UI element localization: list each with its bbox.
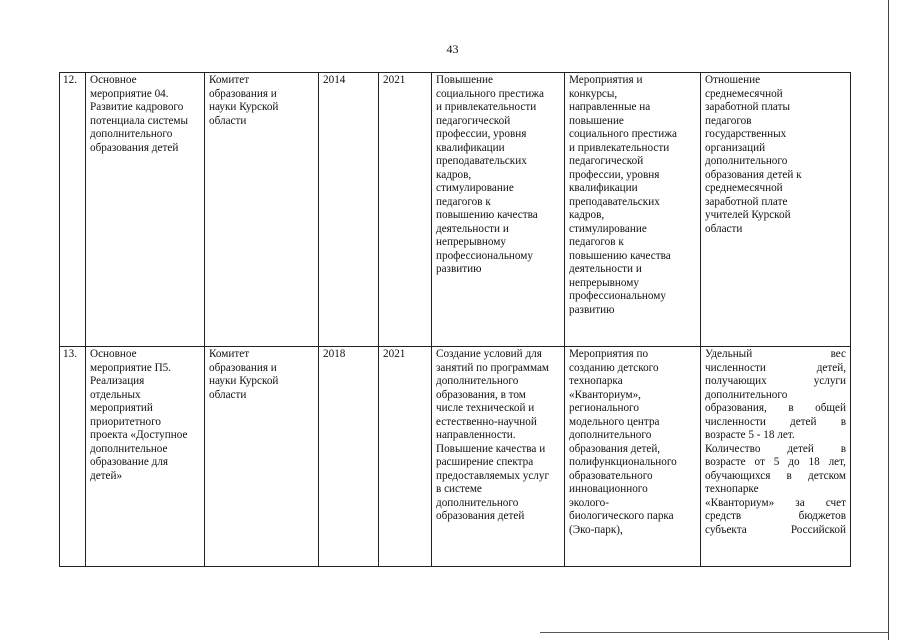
cell-line: кадров, [436,168,472,181]
cell-line: учителей Курской [705,209,791,221]
cell-line: дополнительного [569,429,652,441]
cell-word: средств [705,510,742,522]
indicator-cell [701,73,851,347]
cell-line: Мероприятия по [569,348,649,360]
cell-line: преподавательских [436,155,527,167]
cell-line: дополнительного [705,155,788,167]
cell-line: образования, в том [436,388,526,401]
cell-word: детей [787,442,814,455]
cell-line [705,483,846,497]
cell-line: «Кванториум», [569,388,641,401]
end-year-cell: 2021 [379,73,432,347]
cell-line: направленные на [569,101,651,113]
cell-line [705,429,846,443]
cell-word: детском [808,469,846,482]
cell-word: от [754,456,765,468]
cell-line [705,470,846,484]
cell-line: регионального [569,402,639,414]
cell-line: числе технической и [436,402,535,414]
cell-line: науки Курской [209,101,279,113]
cell-line: мероприятие 04. [90,87,169,100]
cell-line: проекта «Доступное [90,429,188,441]
cell-line: развитию [569,303,615,316]
cell-line [705,389,846,403]
cell-line: отдельных [90,388,141,401]
cell-line: образование для [90,456,169,468]
cell-line: Повышение качества и [436,442,546,455]
result-cell [432,73,565,347]
cell-word: в [840,415,846,428]
cell-line: направленности. [436,429,516,441]
cell-line: детей» [90,469,123,482]
cell-word: бюджетов [798,510,846,522]
cell-line: социального престижа [436,87,544,100]
cell-word: Количество [705,442,761,455]
cell-word: детей [790,415,817,428]
cell-line: Основное [90,74,137,86]
cell-line: педагогической [569,155,644,167]
cell-line [705,510,846,524]
cell-line: расширение спектра [436,456,534,468]
cell-word: Удельный [705,348,753,360]
cell-line: области [705,222,743,235]
cell-word: 5 [773,456,780,468]
cell-line: Основное [90,348,137,360]
executor-cell [205,73,319,347]
cell-line: профессиональному [436,249,533,262]
cell-line: технопарка [569,375,623,387]
cell-word: счет [825,496,846,509]
cell-line: потенциала системы [90,114,189,127]
cell-line: образования детей [90,141,179,154]
cell-line: Отношение [705,74,761,86]
cell-line: педагогической [436,114,511,127]
cell-line: Развитие кадрового [90,101,184,113]
cell-line: и привлекательности [569,141,670,154]
page-right-edge [888,0,889,640]
cell-word: лет, [828,456,846,468]
cell-line: деятельности и [436,222,509,235]
cell-word: возрасте [705,456,746,468]
end-year-cell: 2021 [379,347,432,567]
cell-line: педагогов [705,114,752,127]
start-year-cell: 2018 [319,347,379,567]
cell-word: технопарке [705,483,759,495]
result-cell [432,347,565,567]
cell-line: дополнительное [90,442,168,455]
table-row [60,347,851,567]
cell-word: численности [705,361,766,374]
cell-word: обучающихся [705,469,771,482]
table-row [60,73,851,347]
cell-line: эколого- [569,496,609,509]
page-number: 43 [446,42,459,56]
row-number: 13. [60,347,86,567]
measures-table [59,72,851,567]
cell-line: непрерывному [436,236,506,248]
cell-line: образования детей, [569,442,661,455]
cell-line: мероприятий [90,402,153,414]
cell-line: государственных [705,128,787,140]
cell-line: кадров, [569,209,605,221]
cell-word: вес [830,348,846,360]
cell-line: мероприятие П5. [90,361,172,374]
cell-line: повышению качества [569,249,671,262]
cell-line: педагогов к [436,195,491,208]
cell-word: до [788,456,800,468]
cell-line: и привлекательности [436,101,537,113]
cell-line: естественно-научной [436,415,537,428]
cell-line: созданию детского [569,361,659,374]
cell-line [705,524,846,538]
cell-word: в [840,442,846,455]
cell-line: науки Курской [209,375,279,387]
cell-line: образования и [209,361,277,374]
cell-line: непрерывному [569,276,639,289]
cell-line: дополнительного [90,128,173,140]
cell-line: квалификации [569,182,638,194]
cell-line: дополнительного [436,496,519,509]
row-number: 12. [60,73,86,347]
cell-line: (Эко-парк), [569,523,623,536]
indicator-cell [701,347,851,567]
cell-word: «Кванториум» [705,496,775,509]
cell-word: образования, [705,402,767,414]
cell-word: 18 [808,456,820,468]
cell-line: стимулирование [436,182,514,194]
cell-line: образования детей [436,510,525,522]
cell-word: численности [705,415,766,428]
cell-line: социального престижа [569,128,677,140]
cell-line: предоставляемых услуг [436,469,550,482]
cell-word: в [788,402,794,414]
activities-cell [565,73,701,347]
cell-word: детей, [816,361,846,374]
cell-word: услуги [813,375,846,387]
cell-line: Повышение [436,74,493,86]
cell-word: получающих [705,375,767,387]
cell-word: Российской [790,523,846,536]
cell-line: образовательного [569,469,653,482]
cell-line [705,416,846,430]
start-year-cell: 2014 [319,73,379,347]
cell-line: педагогов к [569,236,624,248]
cell-word: общей [815,402,846,414]
cell-line: модельного центра [569,415,660,428]
cell-line: биологического парка [569,510,674,522]
cell-line [705,375,846,389]
cell-line: конкурсы, [569,87,618,100]
cell-line: профессии, уровня [436,128,527,140]
activities-cell [565,347,701,567]
cell-line: в системе [436,483,482,495]
cell-line: Мероприятия и [569,74,643,86]
cell-line: повышению качества [436,209,538,221]
cell-line: Реализация [90,375,145,387]
cell-line [705,443,846,457]
cell-line: образования детей к [705,168,802,181]
cell-line: приоритетного [90,415,161,428]
cell-line: среднемесячной [705,87,783,100]
cell-line: среднемесячной [705,182,783,194]
cell-line: деятельности и [569,263,642,275]
cell-line: квалификации [436,141,505,154]
cell-line: организаций [705,141,766,154]
cell-line: преподавательских [569,195,660,208]
cell-line: области [209,388,247,401]
cell-word: дополнительного [705,388,788,401]
cell-line: полифункционального [569,456,677,468]
cell-line: дополнительного [436,375,519,387]
cell-line [705,362,846,376]
cell-line: занятий по программам [436,361,550,374]
cell-line: Комитет [209,348,250,360]
measure-cell [86,73,205,347]
cell-word: за [795,496,805,509]
cell-line: повышение [569,114,624,127]
cell-line: Создание условий для [436,348,542,360]
cell-line: Комитет [209,74,250,86]
measure-cell [86,347,205,567]
cell-line: области [209,114,247,127]
cell-line: профессиональному [569,290,666,302]
cell-word: в [786,469,792,482]
cell-word: субъекта [705,523,747,536]
cell-line: стимулирование [569,222,647,235]
cell-line [705,497,846,511]
cell-line: инновационного [569,483,648,495]
cell-line: образования и [209,87,277,100]
cell-line [705,348,846,362]
cell-line: заработной плате [705,195,788,208]
executor-cell [205,347,319,567]
cell-line: развитию [436,263,482,275]
cell-line: заработной платы [705,101,790,113]
cell-line: профессии, уровня [569,168,660,181]
page-bottom-edge [540,632,888,633]
cell-word: возрасте 5 - 18 лет. [705,429,795,441]
cell-line [705,402,846,416]
cell-line [705,456,846,470]
